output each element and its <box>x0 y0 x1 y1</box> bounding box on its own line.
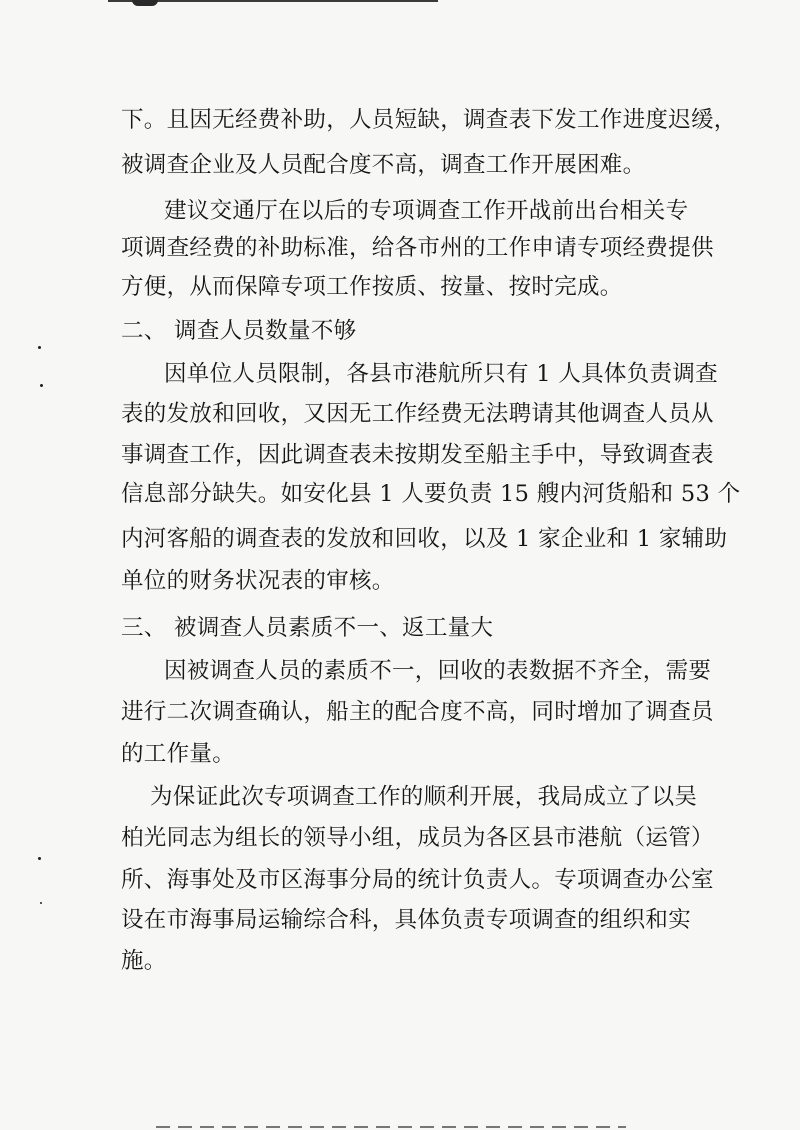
text-line: 方便，从而保障专项工作按质、按量、按时完成。 <box>121 274 623 300</box>
text-line: 下。且因无经费补助，人员短缺，调查表下发工作进度迟缓， <box>121 107 737 133</box>
scan-edge-bottom <box>156 1126 626 1128</box>
text-line: 单位的财务状况表的审核。 <box>121 568 395 594</box>
text-line: 设在市海事局运输综合科，具体负责专项调查的组织和实 <box>121 907 692 933</box>
scan-speck <box>40 902 42 904</box>
section-heading: 三、 被调查人员素质不一、返工量大 <box>121 615 494 641</box>
text-line: 被调查企业及人员配合度不高，调查工作开展困难。 <box>121 152 646 178</box>
text-line: 所、海事处及市区海事分局的统计负责人。专项调查办公室 <box>121 867 714 893</box>
text-line: 的工作量。 <box>121 741 236 767</box>
scan-speck <box>38 857 41 860</box>
scan-edge-top <box>108 0 438 2</box>
text-line: 因单位人员限制，各县市港航所只有 1 人具体负责调查 <box>164 361 718 387</box>
text-line: 事调查工作，因此调查表未按期发至船主手中，导致调查表 <box>121 442 714 468</box>
text-line: 建议交通厅在以后的专项调查工作开战前出台相关专 <box>164 198 689 224</box>
text-line: 进行二次调查确认，船主的配合度不高，同时增加了调查员 <box>121 699 714 725</box>
section-heading: 二、 调查人员数量不够 <box>121 318 357 344</box>
text-line: 项调查经费的补助标准，给各市州的工作申请专项经费提供 <box>121 235 714 261</box>
text-line: 表的发放和回收，又因无工作经费无法聘请其他调查人员从 <box>121 401 714 427</box>
text-line: 为保证此次专项调查工作的顺利开展，我局成立了以吴 <box>150 784 698 810</box>
text-line: 因被调查人员的素质不一，回收的表数据不齐全，需要 <box>164 658 712 684</box>
text-line: 内河客船的调查表的发放和回收，以及 1 家企业和 1 家辅助 <box>121 526 728 552</box>
text-line: 施。 <box>121 948 167 974</box>
scan-speck <box>38 346 41 349</box>
scan-speck <box>40 384 43 387</box>
text-line: 信息部分缺失。如安化县 1 人要负责 15 艘内河货船和 53 个 <box>121 481 741 507</box>
text-line: 柏光同志为组长的领导小组，成员为各区县市港航（运管） <box>121 825 714 851</box>
